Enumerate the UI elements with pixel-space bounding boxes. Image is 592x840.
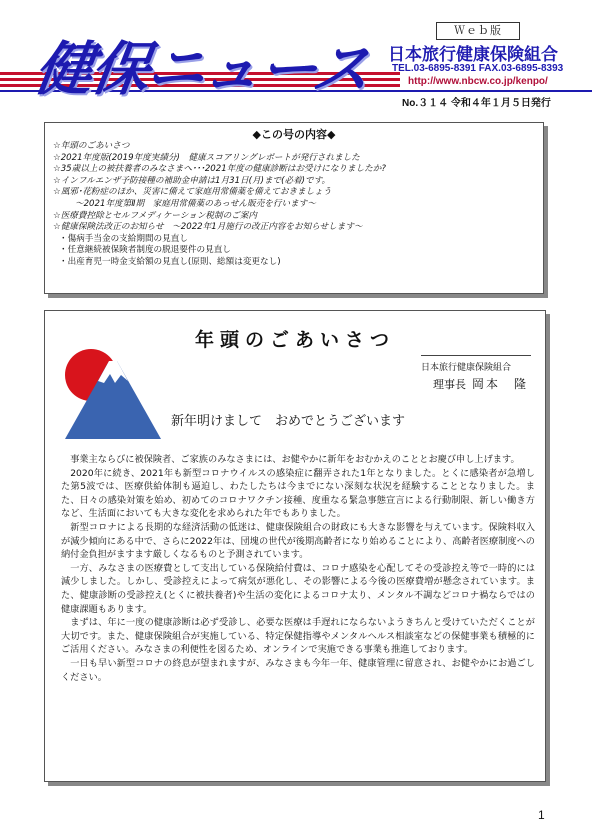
website-link[interactable]: http://www.nbcw.co.jp/kenpo/ (408, 76, 548, 87)
article-paragraph: 2020年に続き、2021年も新型コロナウイルスの感染症に翻弄された1年となりました。とくに感染者が急増した第5波では、医療供給体制も逼迫し、わたしたちは今までにない深刻な状況を経験することとなりました。また、日々の感染対策を始め、初めてのコロナワクチン接種、度重なる緊急事態宣言による行動制限、新しい働き方など、生活面においても大きな変化を求められた年でもありました。 (61, 467, 535, 520)
contents-item: ☆医療費控除とセルフメディケーション税制のご案内 (53, 210, 257, 221)
signature-rule (421, 355, 531, 356)
article-title: 年頭のごあいさつ (194, 329, 395, 351)
author-role: 理事長 (433, 378, 466, 391)
contents-box (44, 122, 544, 294)
newsletter-title: 健保ニュース (30, 35, 374, 103)
contents-subitem: ・任意継続被保険者制度の脱退要件の見直し (59, 245, 231, 256)
contents-item: ☆35歳以上の被扶養者のみなさまへ･･･2021年度の健康診断はお受けになりましたか? (53, 164, 386, 175)
author-name: 岡本 隆 (472, 377, 529, 391)
contents-list (53, 141, 539, 269)
web-edition-badge: Ｗｅｂ版 (436, 22, 520, 40)
article-paragraph: 新型コロナによる長期的な経済活動の低迷は、健康保険組合の財政にも大きな影響を与えています。保険料収入が減少傾向にある中で、さらに2022年は、団塊の世代が後期高齢者になり始めることにより、高齢者医療制度への納付金負担がますます厳しくなるものと予測されています。 (61, 521, 535, 561)
organization-name: 日本旅行健康保険組合 (388, 45, 558, 65)
contents-subitem: ・出産育児一時金支給額の見直し(原則、総額は変更なし) (59, 256, 281, 267)
article-paragraph: まずは、年に一度の健康診断は必ず受診し、必要な医療は手遅れにならないようきちんと受けていただくことが大切です。また、健康保険組合が実施している、特定保健指導やメンタルヘルス相談室などの保健事業も積極的にご活用ください。みなさまの利便性を図るため、オンラインで実施できる事業も推進しております。 (61, 617, 535, 656)
contents-heading: ◆この号の内容◆ (252, 128, 336, 141)
contents-item: ☆年頭のごあいさつ (53, 141, 130, 151)
contents-item: ☆風邪･花粉症のほか、災害に備えて家庭用常備薬を備えておきましょう (53, 187, 332, 198)
new-year-greeting: 新年明けまして おめでとうございます (171, 414, 406, 429)
article-box (44, 310, 546, 782)
page-number: 1 (538, 808, 545, 822)
article-paragraph: 事業主ならびに被保険者、ご家族のみなさまには、お健やかに新年をおむかえのこととお慶び申し上げます。 (70, 454, 520, 465)
issue-info: No.３１４ 令和４年１月５日発行 (402, 98, 551, 109)
contents-item: ☆2021年度版(2019年度実績分) 健康スコアリングレポートが発行されました (53, 152, 360, 163)
sunrise-fuji-illustration (57, 339, 167, 443)
article-paragraph: 一方、みなさまの医療費として支出している保険給付費は、コロナ感染を心配してその受診控え等で一時的には減少しました。しかし、受診控えによって病気が悪化し、その影響による今後の医療費増が懸念されています。また、健康診断の受診控え(とくに被扶養者)や生活の変化によるコロナ太り、メンタル不調などコロナ禍ならではの健康課題もあります。 (61, 562, 535, 615)
contents-item: ☆健康保険法改正のお知らせ ～2022年1月施行の改正内容をお知らせします～ (53, 222, 363, 233)
article-body (61, 453, 535, 684)
author-organization: 日本旅行健康保険組合 (421, 363, 512, 373)
contact-numbers: TEL.03-6895-8391 FAX.03-6895-8393 (392, 63, 564, 74)
contents-item: ～2021年度第Ⅱ期 家庭用常備薬のあっせん販売を行います～ (75, 198, 316, 209)
contents-subitem: ・傷病手当金の支給期間の見直し (59, 233, 188, 244)
contents-item: ☆インフルエンザ予防接種の補助金申請は1月31日(月)まで(必着)です。 (53, 175, 331, 186)
article-paragraph: 一日も早い新型コロナの終息が望まれますが、みなさまも今年一年、健康管理に留意され、お健やかにお過ごしください。 (61, 657, 535, 683)
author-signature (433, 375, 528, 392)
